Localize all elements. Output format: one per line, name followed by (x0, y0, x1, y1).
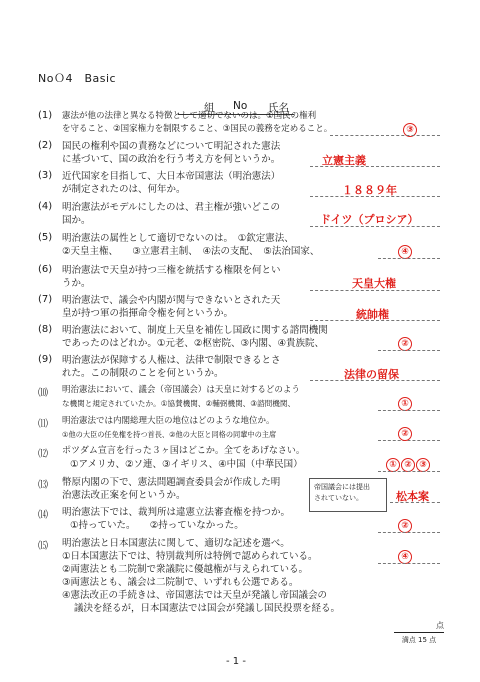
question-number: (2) (38, 140, 53, 151)
question-text: 明治憲法で天皇が持つ三権を統括する権限を何とい うか。 (62, 265, 281, 289)
answer-line (378, 410, 440, 411)
question-number: ⑾ (38, 419, 48, 430)
answer: ② (398, 426, 413, 441)
answer-line (378, 563, 440, 564)
annotation-note: 帝国議会には提出 されていない。 (309, 478, 387, 512)
answer: ① ② ③ (386, 457, 431, 472)
question-number: (5) (38, 232, 53, 243)
answer-line (310, 290, 440, 291)
question-text: 明治憲法において、制度上天皇を補佐し国政に関する諮問機関 であったのはどれか。①元老、②枢密院、③内閣、④貴族院、 (62, 325, 328, 349)
answer: ② (398, 518, 413, 533)
question-number: (1) (38, 110, 53, 121)
question-number: ⒀ (38, 480, 48, 491)
number-label: No (233, 100, 248, 112)
question-text: 国民の権利や国の責務などについて明記された憲法 に基づいて、国の政治を行う考え方を何というか。 (62, 141, 281, 165)
question-number: (6) (38, 264, 53, 275)
answer-line (310, 320, 440, 321)
answer-line (310, 380, 440, 381)
answer: 松本案 (396, 490, 429, 503)
worksheet-title: NoＯ4 Basic (38, 72, 117, 85)
answer-line (330, 135, 440, 136)
question-number: ⑽ (38, 388, 48, 399)
question-text: 近代国家を目指して、大日本帝国憲法（明治憲法） が制定されたのは、何年か。 (62, 171, 281, 195)
question-number: ⒁ (38, 510, 48, 521)
answer-line (378, 532, 440, 533)
answer: 統帥権 (356, 308, 389, 321)
answer: ドイツ（プロシア） (320, 213, 419, 226)
question-text: 明治憲法では内閣総理大臣の地位はどのような地位か。 ①他の大臣の任免権を持つ首長、②他の大臣と同格の同輩中の主席 (62, 416, 277, 439)
answer: 法律の留保 (344, 368, 399, 381)
score-box: 点 満点 15 点 (394, 620, 444, 648)
question-text: 明治憲法下では、裁判所は違憲立法審査権を持つか。 ①持っていた。 ②持っていなかった。 (62, 507, 291, 531)
question-number: (8) (38, 324, 53, 335)
answer: ③ (403, 122, 418, 137)
question-number: (9) (38, 354, 53, 365)
answer-line (310, 166, 440, 167)
answer: 天皇大権 (352, 277, 396, 290)
question-number: ⒂ (38, 541, 48, 552)
question-text: 幣原内閣の下で、憲法問題調査委員会が作成した明 治憲法改正案を何というか。 (62, 477, 281, 501)
question-number: (3) (38, 170, 53, 181)
answer: ① (398, 396, 413, 411)
question-number: ⑿ (38, 449, 48, 460)
name-label: 氏名 (268, 102, 289, 114)
answer-line (378, 471, 440, 472)
answer-line (378, 258, 440, 259)
answer: ④ (398, 549, 413, 564)
question-text: 明治憲法の属性として適切でないのは。 ①欽定憲法、 ②天皇主権、 ③立憲君主制、 ④法の支配、 ⑤法治国家、 (62, 233, 320, 257)
answer: １８８９年 (342, 184, 397, 197)
answer: ② (398, 336, 413, 351)
question-text: 憲法が他の法律と異なる特徴として適切でないのは。①国民の権利 を守ること、②国家権力を制限すること、③国民の義務を定めること。 (62, 111, 333, 134)
answer: ④ (398, 244, 413, 259)
answer-line (378, 350, 440, 351)
answer: 立憲主義 (322, 154, 366, 167)
question-number: (7) (38, 294, 53, 305)
class-label: 組 (204, 102, 215, 114)
question-text: 明治憲法が保障する人権は、法律で制限できるとさ れた。この制限のことを何というか。 (62, 355, 281, 379)
question-text: 明治憲法と日本国憲法に関して、適切な記述を選べ。 ①日本国憲法下では、特別裁判所は特例で認められている。 ②両憲法とも二院制で衆議院に優越権が与えられている。 ③両憲法とも、議会は二院制で、いずれも公選である。 ④憲法改正の手続きは、帝国憲法では天皇が発議し帝国議会の 議決を経るが，日本国憲法では国会が発議し国民投票を経る。 (62, 538, 341, 614)
question-text: 明治憲法がモデルにしたのは、君主権が強いどこの 国か。 (62, 202, 281, 226)
answer-line (390, 502, 440, 503)
page-number: - 1 - (226, 656, 246, 667)
answer-line (310, 226, 440, 227)
question-number: (4) (38, 201, 53, 212)
question-text: 明治憲法で、議会や内閣が関与できないとされた天 皇が持つ軍の指揮命令権を何というか。 (62, 295, 281, 319)
question-text: ポツダム宣言を行った３ヶ国はどこか。全てをあげなさい。 ①アメリカ、②ソ連、③イギリス、④中国（中華民国） (62, 446, 305, 470)
question-text: 明治憲法において、議会（帝国議会）は天皇に対するどのよう な機関と規定されていたか。①協賛機関、②輔弼機関、③諮問機関、 (62, 385, 300, 408)
answer-line (310, 196, 440, 197)
